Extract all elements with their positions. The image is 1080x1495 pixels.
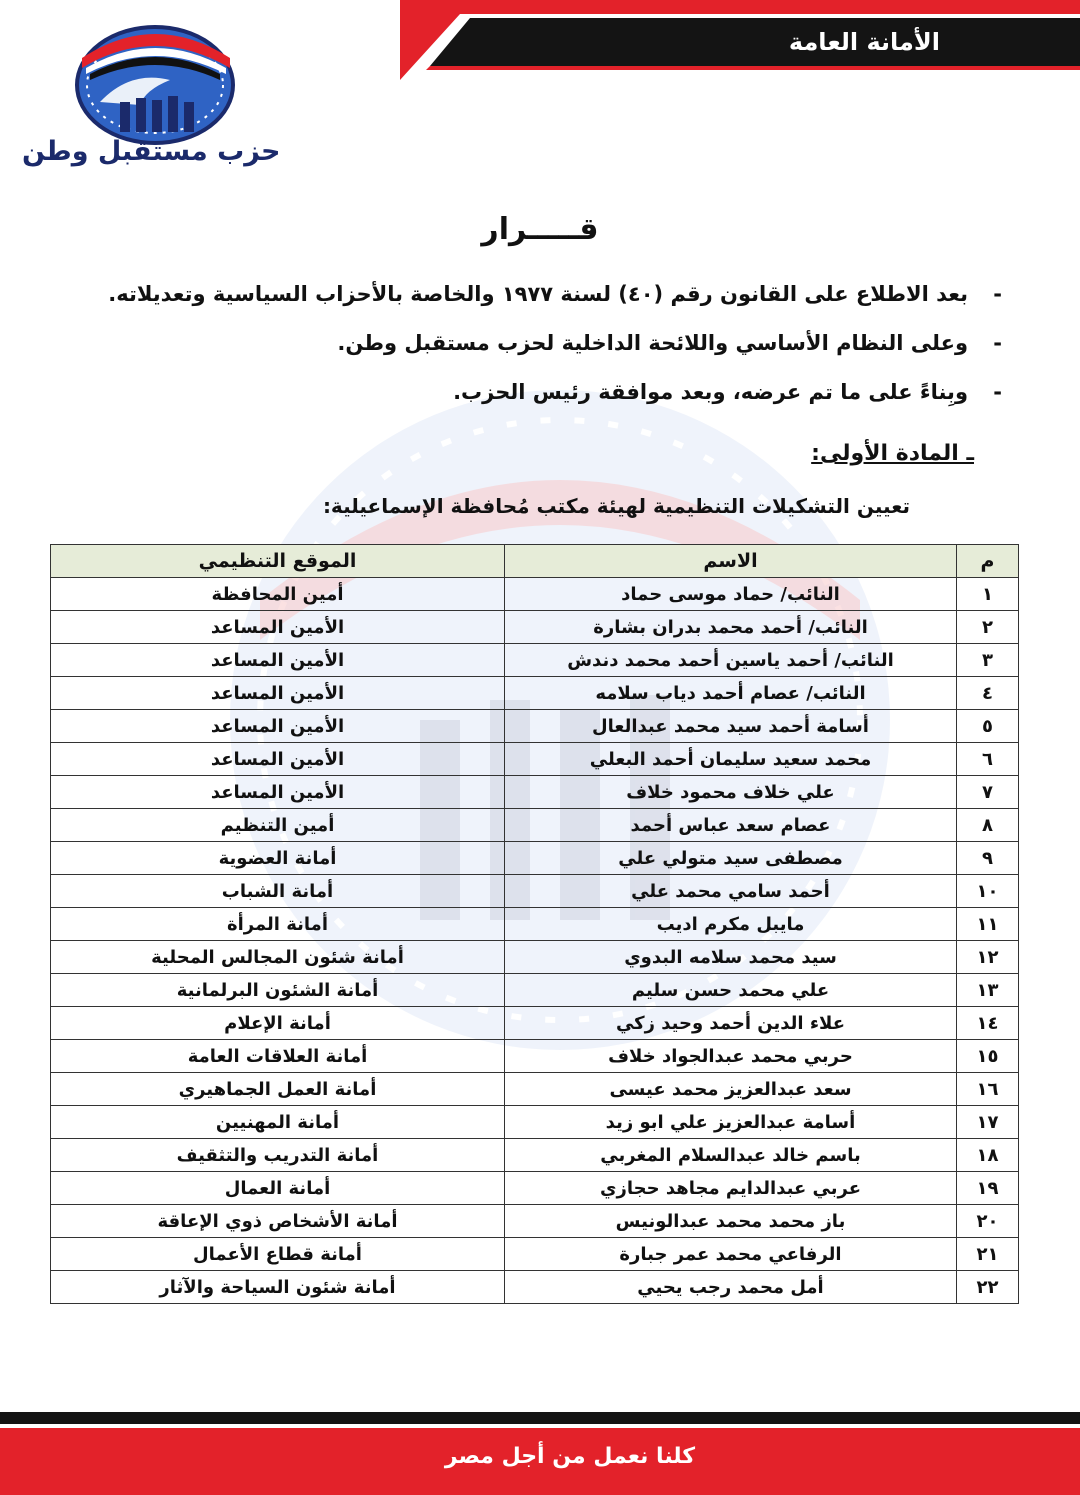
cell-num: ٩ (957, 842, 1019, 875)
table-row (51, 842, 1019, 875)
cell-num: ٤ (957, 677, 1019, 710)
cell-num: ٢٠ (957, 1205, 1019, 1238)
table-row (51, 677, 1019, 710)
cell-position: الأمين المساعد (51, 743, 505, 776)
cell-name: باز محمد محمد عبدالونيس (505, 1205, 957, 1238)
cell-position: أمانة العمل الجماهيري (51, 1073, 505, 1106)
cell-position: أمانة الأشخاص ذوي الإعاقة (51, 1205, 505, 1238)
table-row (51, 611, 1019, 644)
table-row (51, 644, 1019, 677)
preamble-item: -وبِناءً على ما تم عرضه، وبعد موافقة رئيس الحزب. (453, 380, 1002, 404)
table-row (51, 908, 1019, 941)
cell-num: ٥ (957, 710, 1019, 743)
cell-name: أمل محمد رجب يحيي (505, 1271, 957, 1304)
table-row (51, 578, 1019, 611)
table-row (51, 1007, 1019, 1040)
document-title: قـــــرار (481, 212, 599, 247)
cell-position: أمانة شئون المجالس المحلية (51, 941, 505, 974)
header-name: الاسم (505, 545, 957, 578)
appointments-table (50, 544, 1019, 1304)
cell-position: أمين المحافظة (51, 578, 505, 611)
cell-position: أمانة قطاع الأعمال (51, 1238, 505, 1271)
cell-name: النائب/ أحمد ياسين أحمد محمد دندش (505, 644, 957, 677)
cell-num: ١٨ (957, 1139, 1019, 1172)
cell-num: ٧ (957, 776, 1019, 809)
table-row (51, 1073, 1019, 1106)
cell-position: أمانة الشئون البرلمانية (51, 974, 505, 1007)
cell-position: الأمين المساعد (51, 611, 505, 644)
party-name: حزب مستقبل وطن (22, 136, 281, 167)
cell-name: حربي محمد عبدالجواد خلاف (505, 1040, 957, 1073)
cell-name: علي محمد حسن سليم (505, 974, 957, 1007)
cell-num: ١٩ (957, 1172, 1019, 1205)
cell-position: أمانة المرأة (51, 908, 505, 941)
cell-position: أمانة الشباب (51, 875, 505, 908)
footer-slogan: كلنا نعمل من أجل مصر (444, 1444, 696, 1469)
cell-position: أمانة المهنيين (51, 1106, 505, 1139)
cell-position: أمانة العلاقات العامة (51, 1040, 505, 1073)
table-row (51, 1040, 1019, 1073)
cell-num: ١٤ (957, 1007, 1019, 1040)
cell-num: ١٧ (957, 1106, 1019, 1139)
table-row (51, 1271, 1019, 1304)
cell-name: النائب/ أحمد محمد بدران بشارة (505, 611, 957, 644)
cell-num: ١٦ (957, 1073, 1019, 1106)
cell-name: علاء الدين أحمد وحيد زكي (505, 1007, 957, 1040)
cell-num: ٢ (957, 611, 1019, 644)
cell-num: ٣ (957, 644, 1019, 677)
header-num: م (957, 545, 1019, 578)
cell-name: أسامة عبدالعزيز علي ابو زيد (505, 1106, 957, 1139)
cell-position: الأمين المساعد (51, 710, 505, 743)
cell-position: أمانة الإعلام (51, 1007, 505, 1040)
table-row (51, 776, 1019, 809)
table-row (51, 875, 1019, 908)
header-title: الأمانة العامة (788, 28, 940, 56)
cell-num: ٢١ (957, 1238, 1019, 1271)
article-heading: ـ المادة الأولى: (811, 441, 974, 466)
cell-num: ١ (957, 578, 1019, 611)
cell-name: باسم خالد عبدالسلام المغربي (505, 1139, 957, 1172)
table-row (51, 974, 1019, 1007)
cell-name: عصام سعد عباس أحمد (505, 809, 957, 842)
article-intro: تعيين التشكيلات التنظيمية لهيئة مكتب مُحافظة الإسماعيلية: (322, 494, 910, 518)
cell-num: ١٢ (957, 941, 1019, 974)
cell-position: أمانة التدريب والتثقيف (51, 1139, 505, 1172)
table-row (51, 809, 1019, 842)
cell-name: علي خلاف محمود خلاف (505, 776, 957, 809)
cell-position: الأمين المساعد (51, 776, 505, 809)
cell-name: أسامة أحمد سيد محمد عبدالعال (505, 710, 957, 743)
table-header-row (51, 545, 1019, 578)
table-row (51, 1238, 1019, 1271)
table-row (51, 1172, 1019, 1205)
cell-name: النائب/ حماد موسى حماد (505, 578, 957, 611)
table-row (51, 1106, 1019, 1139)
cell-name: النائب/ عصام أحمد دياب سلامه (505, 677, 957, 710)
preamble-item: -وعلى النظام الأساسي واللائحة الداخلية لحزب مستقبل وطن. (337, 331, 1002, 355)
cell-name: مايبل مكرم اديب (505, 908, 957, 941)
cell-position: الأمين المساعد (51, 677, 505, 710)
cell-num: ١٣ (957, 974, 1019, 1007)
cell-name: مصطفى سيد متولي علي (505, 842, 957, 875)
cell-name: عربي عبدالدايم مجاهد حجازي (505, 1172, 957, 1205)
cell-name: سعد عبدالعزيز محمد عيسى (505, 1073, 957, 1106)
cell-position: أمانة شئون السياحة والآثار (51, 1271, 505, 1304)
cell-position: الأمين المساعد (51, 644, 505, 677)
header-position: الموقع التنظيمي (51, 545, 505, 578)
preamble-item: -بعد الاطلاع على القانون رقم (٤٠) لسنة ١٩٧٧ والخاصة بالأحزاب السياسية وتعديلاته. (108, 282, 1002, 306)
cell-num: ١٥ (957, 1040, 1019, 1073)
cell-num: ١٠ (957, 875, 1019, 908)
cell-num: ٨ (957, 809, 1019, 842)
cell-name: سيد محمد سلامه البدوي (505, 941, 957, 974)
preamble-list (102, 270, 1002, 417)
table-row (51, 1139, 1019, 1172)
cell-name: محمد سعيد سليمان أحمد البعلي (505, 743, 957, 776)
cell-num: ٦ (957, 743, 1019, 776)
cell-position: أمانة العضوية (51, 842, 505, 875)
table-row (51, 743, 1019, 776)
cell-num: ١١ (957, 908, 1019, 941)
cell-name: الرفاعي محمد عمر جبارة (505, 1238, 957, 1271)
cell-position: أمين التنظيم (51, 809, 505, 842)
cell-name: أحمد سامي محمد علي (505, 875, 957, 908)
table-row (51, 710, 1019, 743)
table-row (51, 1205, 1019, 1238)
table-row (51, 941, 1019, 974)
cell-position: أمانة العمال (51, 1172, 505, 1205)
cell-num: ٢٢ (957, 1271, 1019, 1304)
